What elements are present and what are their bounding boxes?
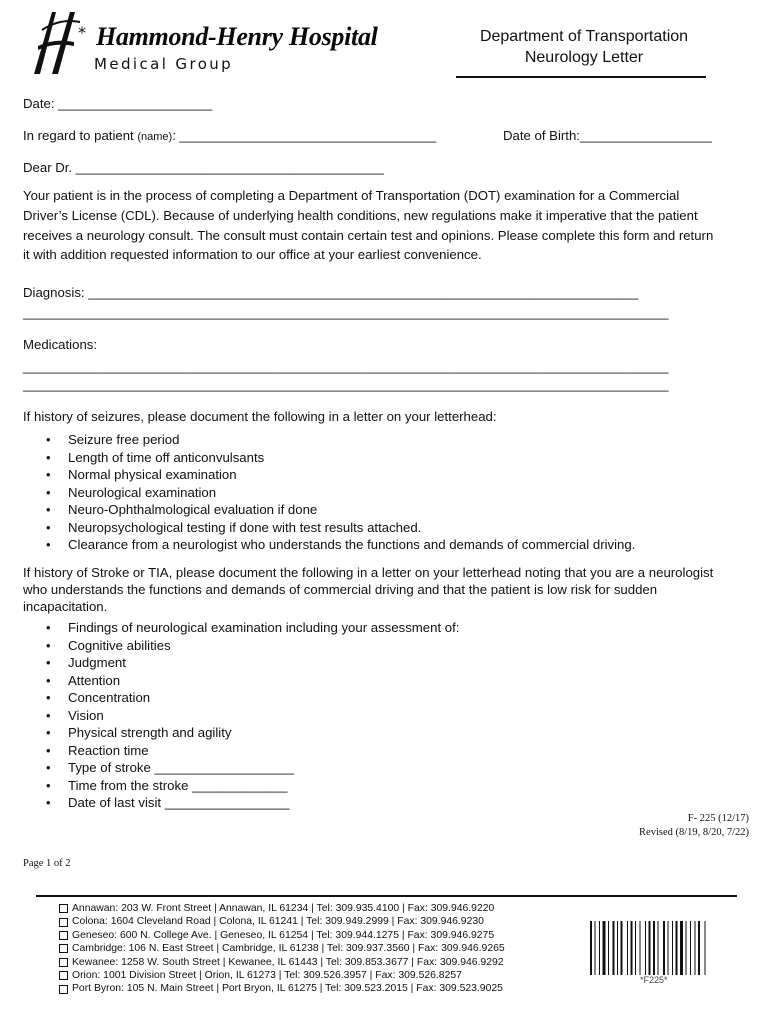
list-item: • Concentration xyxy=(23,689,459,707)
dob-field[interactable]: Date of Birth:__________________ xyxy=(503,128,712,143)
stroke-heading xyxy=(23,564,758,615)
list-item: • Attention xyxy=(23,672,459,690)
list-item: • Neuro-Ophthalmological evaluation if done xyxy=(23,501,635,519)
document-title-line-2: Neurology Letter xyxy=(524,49,644,66)
logo-subtitle: Medical Group xyxy=(94,55,234,73)
diagnosis-field-line-2[interactable]: ________________________________________________________________________________________ xyxy=(23,305,669,320)
svg-text:*: * xyxy=(78,23,86,42)
page-number: Page 1 of 2 xyxy=(23,858,71,869)
list-item: • Clearance from a neurologist who understands the functions and demands of commercial driving. xyxy=(23,536,635,554)
document-title-line-1: Department of Transportation xyxy=(479,28,689,45)
list-item: • Normal physical examination xyxy=(23,466,635,484)
location-item xyxy=(59,969,505,982)
dear-doctor-field[interactable]: Dear Dr. __________________________________________ xyxy=(23,160,384,175)
location-item xyxy=(59,942,505,955)
location-text: Orion: 1001 Division Street | Orion, IL 61273 | Tel: 309.526.3957 | Fax: 309.526.8257 xyxy=(72,970,462,982)
footer-divider xyxy=(36,895,737,897)
barcode-icon xyxy=(590,921,725,979)
location-text: Geneseo: 600 N. College Ave. | Geneseo, IL 61254 | Tel: 309.944.1275 | Fax: 309.946.9275 xyxy=(72,929,495,941)
list-item: • Neurological examination xyxy=(23,484,635,502)
medications-field-line-2[interactable]: ________________________________________________________________________________________ xyxy=(23,377,669,392)
logo-title: Hammond-Henry Hospital xyxy=(96,22,378,51)
patient-blank: : ___________________________________ xyxy=(172,128,437,143)
medications-field-line-1[interactable]: ________________________________________________________________________________________ xyxy=(23,359,669,374)
type-of-stroke-field[interactable]: • Type of stroke ___________________ xyxy=(23,759,459,777)
patient-label: In regard to patient xyxy=(23,128,134,143)
location-text: Colona: 1604 Cleveland Road | Colona, IL 61241 | Tel: 309.949.2999 | Fax: 309.946.9230 xyxy=(72,916,484,928)
checkbox-icon xyxy=(59,918,68,927)
barcode-text: *F225* xyxy=(640,975,668,985)
intro-paragraph xyxy=(23,186,751,265)
stroke-list xyxy=(23,619,459,812)
patient-name-hint: (name) xyxy=(137,131,173,143)
diagnosis-field[interactable]: Diagnosis: ___________________________________________________________________________ xyxy=(23,285,639,300)
list-item: • Physical strength and agility xyxy=(23,724,459,742)
list-item: • Cognitive abilities xyxy=(23,637,459,655)
checkbox-icon xyxy=(59,971,68,980)
list-item: • Findings of neurological examination including your assessment of: xyxy=(23,619,459,637)
checkbox-icon xyxy=(59,931,68,940)
checkbox-icon xyxy=(59,958,68,967)
list-item: • Reaction time xyxy=(23,742,459,760)
list-item: • Vision xyxy=(23,707,459,725)
list-item: • Judgment xyxy=(23,654,459,672)
checkbox-icon xyxy=(59,944,68,953)
seizures-heading: If history of seizures, please document the following in a letter on your letterhead: xyxy=(23,409,497,424)
document-title xyxy=(455,26,713,68)
stroke-heading-line: If history of Stroke or TIA, please document the following in a letter on your letterhead noting that you are a neurologist xyxy=(23,565,714,580)
checkbox-icon xyxy=(59,904,68,913)
location-item xyxy=(59,902,505,915)
form-code xyxy=(639,812,749,840)
list-item: • Length of time off anticonvulsants xyxy=(23,449,635,467)
location-text: Cambridge: 106 N. East Street | Cambridge, IL 61238 | Tel: 309.937.3560 | Fax: 309.946.9265 xyxy=(72,943,505,955)
list-item: • Seizure free period xyxy=(23,431,635,449)
seizures-list xyxy=(23,431,635,554)
medications-label: Medications: xyxy=(23,337,98,352)
revision-dates: Revised (8/19, 8/20, 7/22) xyxy=(639,827,749,838)
list-item: • Neuropsychological testing if done with test results attached. xyxy=(23,519,635,537)
date-of-last-visit-field[interactable]: • Date of last visit _________________ xyxy=(23,794,459,812)
form-number: F- 225 (12/17) xyxy=(687,813,749,824)
location-text: Port Byron: 105 N. Main Street | Port Bryon, IL 61275 | Tel: 309.523.2015 | Fax: 309.523.9025 xyxy=(72,983,503,995)
location-item xyxy=(59,929,505,942)
time-from-stroke-field[interactable]: • Time from the stroke _____________ xyxy=(23,777,459,795)
header-divider xyxy=(456,76,706,78)
intro-line: it with addition requested information to our office at your earliest convenience. xyxy=(23,247,482,263)
patient-name-field[interactable] xyxy=(23,128,436,143)
location-item xyxy=(59,956,505,969)
intro-line: Driver’s License (CDL). Because of underlying health conditions, new regulations make it imperative that the patient xyxy=(23,207,698,223)
intro-line: receives a neurology consult. The consult must contain certain test and opinions. Please complete this form and return xyxy=(23,227,714,243)
location-text: Annawan: 203 W. Front Street | Annawan, IL 61234 | Tel: 309.935.4100 | Fax: 309.946.9220 xyxy=(72,903,495,914)
checkbox-icon xyxy=(59,985,68,994)
date-field[interactable]: Date: _____________________ xyxy=(23,96,213,111)
location-text: Kewanee: 1258 W. South Street | Kewanee, IL 61443 | Tel: 309.853.3677 | Fax: 309.946.9292 xyxy=(72,956,504,968)
intro-line: Your patient is in the process of completing a Department of Transportation (DOT) examination for a Commercial xyxy=(23,188,680,203)
location-item xyxy=(59,915,505,928)
location-item xyxy=(59,982,505,995)
stroke-heading-line: incapacitation. xyxy=(23,599,108,614)
hospital-logo-icon xyxy=(30,8,88,76)
locations-list xyxy=(59,902,505,996)
stroke-heading-line: who understands the functions and demands of commercial driving and that the patient is low risk for sudden xyxy=(23,582,658,597)
